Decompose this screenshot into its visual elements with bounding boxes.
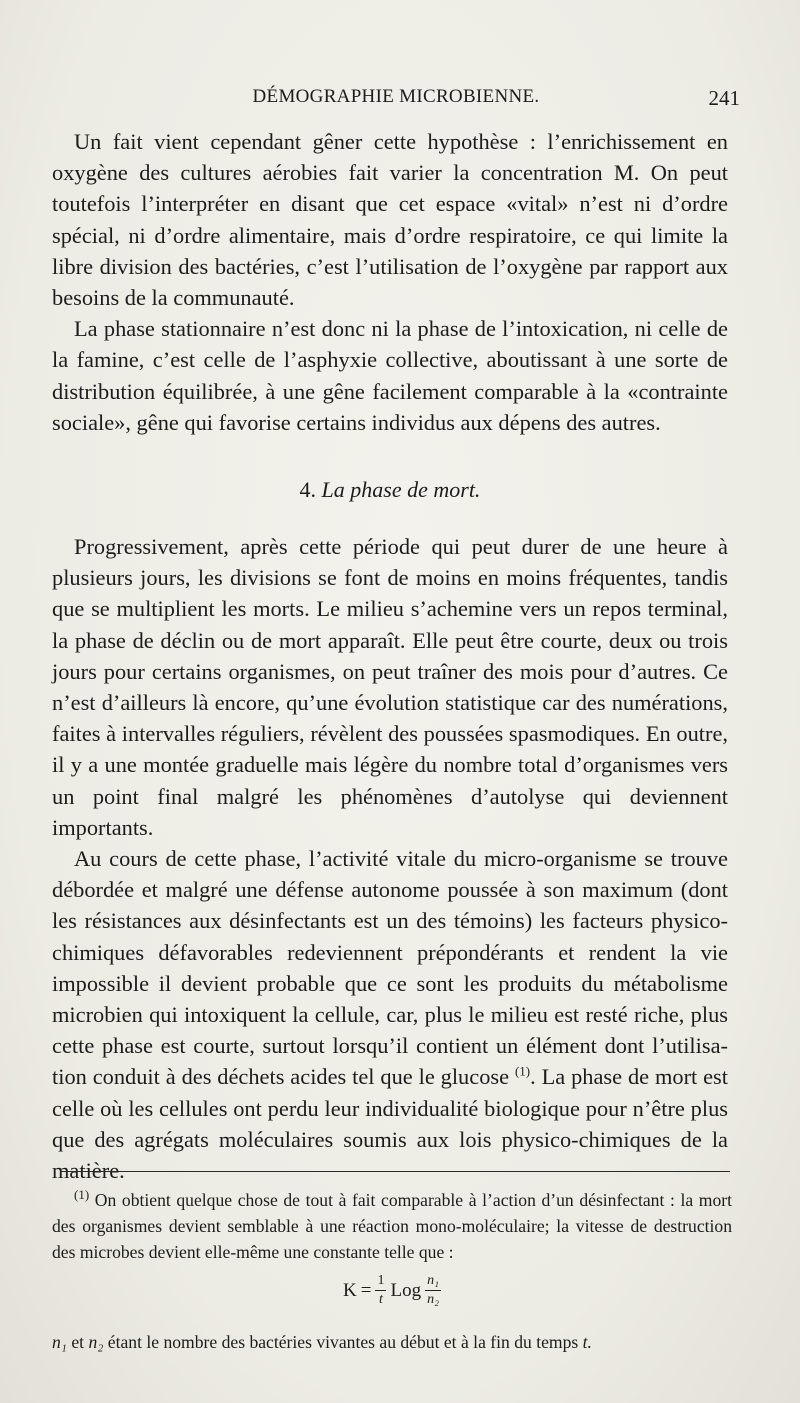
paragraph: Un fait vient cependant gêner cette hypothèse : l’enrichissement en oxygène des cultures aérobies fait varier la concentration M. On peut toutefois l’interpréter en disant que cet espace «vital» n’est ni d’ordre spécial, ni d’ordre alimentaire, mais d’ordre respiratoire, ce qui limite la libre division des bactéries, c’est l’utilisation de l’oxygène par rapport aux besoins de la communauté.: [52, 129, 728, 311]
paragraph-text-tail: . La phase de mort est celle où les cellules ont perdu leur individualité biologique pour n’être plus que des agrégats moléculaires soumis aux lois physico-chimiques de la matière.: [52, 1064, 728, 1184]
footnote-body: On obtient quelque chose de tout à fait comparable à l’action d’un désinfectant : la mort des organismes devient semblable à une réaction mono-moléculaire; la vitesse de destruction des microbes devient elle-même une constante telle que :: [52, 1190, 732, 1262]
fraction-denominator: t: [379, 1292, 383, 1307]
footnote-marker: (1): [74, 1187, 90, 1203]
fraction-numerator: 1: [377, 1273, 385, 1288]
paragraph-text: Au cours de cette phase, l’activité vitale du micro-organisme se trouve débordée et malgré une défense autonome poussée à son maximum (dont les résistances aux désinfectants est un des témoins) les facteurs physico-chimiques défavorables redeviennent prépondérants et rendent la vie impossible il devient probable que ce sont les produits du métabolisme microbien qui intoxiquent la cellule, car, plus le milieu est resté riche, plus cette phase est courte, surtout lorsqu’il contient un élément dont l’utilisation conduit à des déchets acides tel que le glucose: [52, 846, 728, 1090]
page-header: [52, 86, 740, 116]
fraction-denominator: n₂: [427, 1292, 439, 1307]
section-number: 4.: [299, 477, 317, 503]
page-number: 241: [708, 86, 740, 110]
conjunction: et: [71, 1332, 85, 1352]
formula-fraction-1: [375, 1273, 386, 1308]
body-text: [52, 126, 728, 1186]
footnote-conclusion-text: étant le nombre des bactéries vivantes au début et à la fin du temps: [107, 1332, 579, 1352]
variable-t: t.: [582, 1332, 592, 1352]
formula-equals: =: [360, 1279, 372, 1301]
section-title: La phase de mort.: [321, 477, 481, 503]
footnote-conclusion: [52, 1329, 732, 1355]
footnote-reference[interactable]: (1): [514, 1064, 531, 1080]
paragraph: Progressivement, après cette période qui peut durer de une heure à plusieurs jours, les divisions se font de moins en moins fréquentes, tandis que se multiplient les morts. Le milieu s’achemine vers un repos terminal, la phase de déclin ou de mort apparaît. Elle peut être courte, deux ou trois jours pour certains organismes, on peut traîner des mois pour d’autres. Ce n’est d’ailleurs là encore, qu’une évolution statistique car des numérations, faites à intervalles réguliers, révèlent des poussées spasmodiques. En outre, il y a une montée graduelle mais légère du nombre total d’organismes vers un point final malgré les phénomènes d’autolyse qui deviennent importants.: [52, 534, 728, 840]
formula: [52, 1273, 732, 1323]
formula-lhs: K: [343, 1279, 357, 1301]
paragraph: La phase stationnaire n’est donc ni la phase de l’intoxication, ni celle de la famine, c’est celle de l’asphyxie collective, aboutissant à une sorte de distribution équilibrée, à une gêne facilement comparable à la «contrainte sociale», gêne qui favorise certains individus aux dépens des autres.: [52, 316, 728, 435]
section-heading: [52, 474, 728, 505]
variable-n2: n₂: [88, 1332, 104, 1352]
running-title: DÉMOGRAPHIE MICROBIENNE.: [252, 86, 540, 107]
footnote-text: [52, 1187, 732, 1265]
formula-log: Log: [390, 1279, 422, 1301]
footnote-rule: [60, 1171, 730, 1172]
fraction-numerator: n₁: [427, 1273, 439, 1288]
variable-n1: n₁: [52, 1332, 67, 1352]
formula-fraction-2: [425, 1273, 441, 1308]
footnote: [52, 1187, 732, 1355]
paragraph: [52, 843, 728, 1186]
